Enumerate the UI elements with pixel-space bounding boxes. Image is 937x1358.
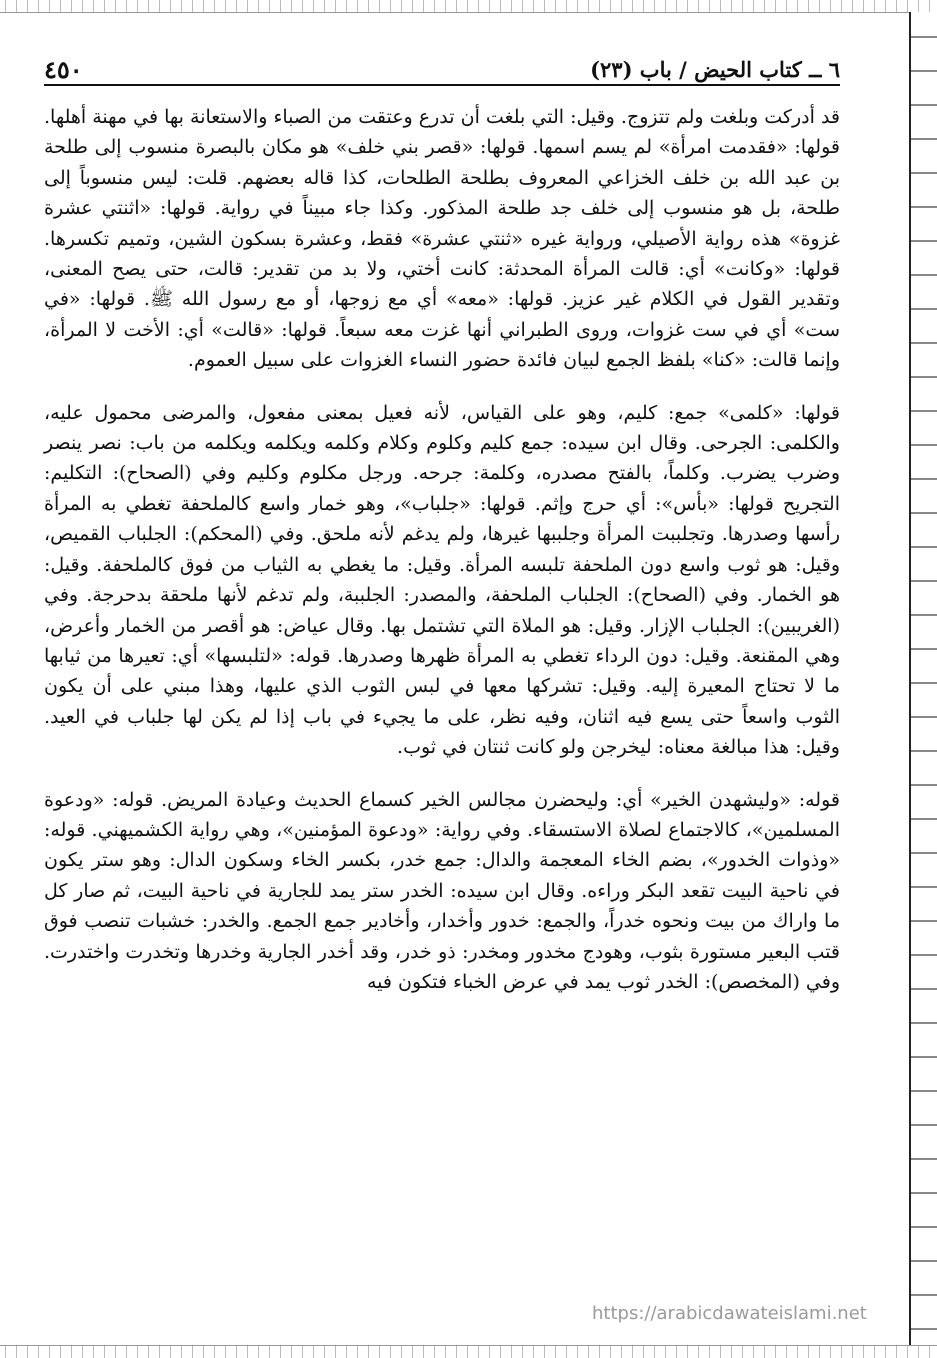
body-text [44,102,840,997]
paragraph-2: قولها: «كلمى» جمع: كليم، وهو على القياس، لأنه فعيل بمعنى مفعول، والمرضى محمول عليه، والكلمى: الجرحى. وقال ابن سيده: جمع كليم وكلوم وكلام وكلمه ويكلمه ويكلمه من باب: نصر ينصر وضرب يضرب. وكلماً، بالفتح مصدره، وكلمة: جرحه. ورجل مكلوم وكليم وفي (الصحاح): التكليم: التجريح قولها: «بأس»: أي حرج وإثم. قولها: «جلباب»، وهو خمار واسع كالملحفة تغطي به المرأة رأسها وصدرها. وتجلببت المرأة وجلببها غيرها، ولم يدغم لأنه ملحق. وفي (المحكم): الجلباب القميص، وقيل: هو ثوب واسع دون الملحفة تلبسه المرأة. وقيل: ما يغطي به الثياب من فوق كالملحفة. وقيل: هو الخمار. وفي (الصحاح): الجلباب الملحفة، والمصدر: الجلببة، ولم تدغم لأنها ملحقة بدحرجة. وفي (الغريبين): الجلباب الإزار. وقيل: هو الملاة التي تشتمل بها. وقال عياض: هو أقصر من الخمار وأعرض، وهي المقنعة. وقيل: دون الرداء تغطي به المرأة ظهرها وصدرها. قوله: «لتلبسها» أي: تعيرها من ثيابها ما لا تحتاج المعيرة إليه. وقيل: تشركها معها في لبس الثوب الذي عليها، وهذا مبني على أن يكون الثوب واسعاً حتى يسع فيه اثنان، وفيه نظر، على ما يجيء في باب إذا لم يكن لها جلباب في العيد. وقيل: هذا مبالغة معناه: ليخرجن ولو كانت ثنتان في ثوب. [44,401,840,759]
paragraph-1: قد أدركت وبلغت ولم تتزوج. وقيل: التي بلغت أن تدرع وعتقت من الصباء والاستعانة بها في مهنة أهلها. قولها: «فقدمت امرأة» لم يسم اسمها. قولها: «قصر بني خلف» هو مكان بالبصرة منسوب إلى طلحة بن عبد الله بن خلف الخزاعي المعروف بطلحة الطلحات، كذا قاله بعضهم. قلت: ليس منسوباً إلى طلحة، بل هو منسوب إلى خلف جد طلحة المذكور. وكذا جاء مبيناً في رواية. قولها: «اثنتي عشرة غزوة» هذه رواية الأصيلي، ورواية غيره «ثنتي عشرة» فقط، وعشرة بسكون الشين، وتميم تكسرها. قولها: «وكانت» أي: قالت المرأة المحدثة: كانت أختي، ولا بد من تقدير: قالت، حتى يصح المعنى، وتقدير القول في الكلام غير عزيز. قولها: «معه» أي مع زوجها، أو مع رسول الله ﷺ. قولها: «في ست» أي في ست غزوات، وروى الطبراني أنها غزت معه سبعاً. قولها: «قالت» أي: الأخت لا المرأة، وإنما قالت: «كنا» بلفظ الجمع لبيان فائدة حضور النساء الغزوات على سبيل العموم. [44,106,840,372]
border-rule-right [909,12,911,1346]
paragraph-gap [44,376,840,398]
running-title: ٦ ــ كتاب الحيض / باب (٢٣) [590,56,840,82]
page-border-bottom [0,1345,937,1358]
watermark-url: https://arabicdawateislami.net [592,1303,867,1324]
page-header [44,54,840,86]
page-number: ٤٥٠ [44,54,83,84]
decorative-border-right [909,12,937,1346]
page-border-top [0,0,937,13]
paragraph-gap [44,763,840,785]
paragraph-3: قوله: «وليشهدن الخير» أي: وليحضرن مجالس الخير كسماع الحديث وعيادة المريض. قوله: «ودعوة المسلمين»، كالاجتماع لصلاة الاستسقاء. وفي رواية: «ودعوة المؤمنين»، وهي رواية الكشميهني. قوله: «وذوات الخدور»، بضم الخاء المعجمة والدال: جمع خدر، بكسر الخاء وسكون الدال: وهو ستر يكون في ناحية البيت تقعد البكر وراءه. وقال ابن سيده: الخدر ستر يمد للجارية في ناحية البيت، ثم صار كل ما واراك من بيت ونحوه خدراً، والجمع: خدور وأخدار، وأخادير جمع الجمع. والخدر: خشبات تنصب فوق قتب البعير مستورة بثوب، وهودج مخدور ومخدر: ذو خدر، وقد أخدر الجارية وخدرها وتخدرت واختدرت. وفي (المخصص): الخدر ثوب يمد في عرض الخباء فتكون فيه [44,788,840,993]
